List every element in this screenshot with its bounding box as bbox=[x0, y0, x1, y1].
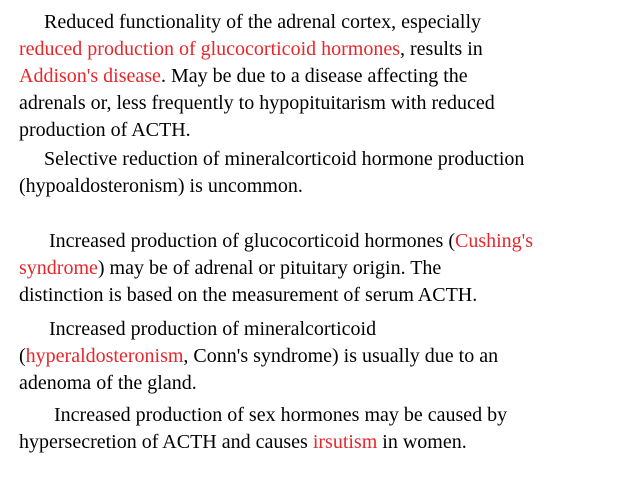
paragraph-hyperaldosteronism bbox=[19, 316, 498, 397]
text-line bbox=[19, 255, 533, 282]
text-span: ( bbox=[19, 345, 26, 367]
text-span: adrenals or, less frequently to hypopituitarism with reduced bbox=[19, 92, 495, 114]
text-span: , Conn's syndrome) is usually due to an bbox=[183, 345, 499, 367]
paragraph-cushings-syndrome bbox=[19, 228, 533, 309]
text-line bbox=[19, 316, 498, 343]
highlighted-term: syndrome bbox=[19, 257, 98, 279]
text-span: , results in bbox=[400, 38, 483, 60]
paragraph-hypoaldosteronism bbox=[19, 146, 524, 200]
text-span: Reduced functionality of the adrenal cortex, especially bbox=[44, 11, 482, 33]
text-line bbox=[19, 370, 498, 397]
text-line bbox=[19, 282, 533, 309]
text-line bbox=[19, 228, 533, 255]
text-span: Increased production of glucocorticoid hormones ( bbox=[49, 230, 455, 252]
text-span: in women. bbox=[377, 431, 467, 453]
text-line bbox=[19, 63, 495, 90]
text-line bbox=[19, 429, 507, 456]
text-line bbox=[19, 402, 507, 429]
highlighted-term: irsutism bbox=[312, 431, 378, 453]
text-line bbox=[19, 173, 524, 200]
text-line bbox=[19, 117, 495, 144]
text-span: (hypoaldosteronism) is uncommon. bbox=[19, 175, 303, 197]
text-span: Increased production of mineralcorticoid bbox=[49, 318, 377, 340]
text-line bbox=[19, 9, 495, 36]
paragraph-addisons-disease bbox=[19, 9, 495, 144]
text-line bbox=[19, 90, 495, 117]
text-line bbox=[19, 343, 498, 370]
paragraph-sex-hormones bbox=[19, 402, 507, 456]
text-span: ) may be of adrenal or pituitary origin. The bbox=[97, 257, 442, 279]
text-span: production of ACTH. bbox=[19, 119, 191, 141]
highlighted-term: hyperaldosteronism bbox=[25, 345, 184, 367]
text-span: distinction is based on the measurement of serum ACTH. bbox=[19, 284, 478, 306]
text-span: . May be due to a disease affecting the bbox=[160, 65, 468, 87]
highlighted-term: Addison's disease bbox=[19, 65, 161, 87]
text-line bbox=[19, 146, 524, 173]
text-span: Increased production of sex hormones may be caused by bbox=[54, 404, 508, 426]
highlighted-term: reduced production of glucocorticoid hormones bbox=[19, 38, 400, 60]
highlighted-term: Cushing's bbox=[454, 230, 534, 252]
text-span: hypersecretion of ACTH and causes bbox=[19, 431, 313, 453]
text-span: Selective reduction of mineralcorticoid hormone production bbox=[44, 148, 525, 170]
text-span: adenoma of the gland. bbox=[19, 372, 197, 394]
text-line bbox=[19, 36, 495, 63]
